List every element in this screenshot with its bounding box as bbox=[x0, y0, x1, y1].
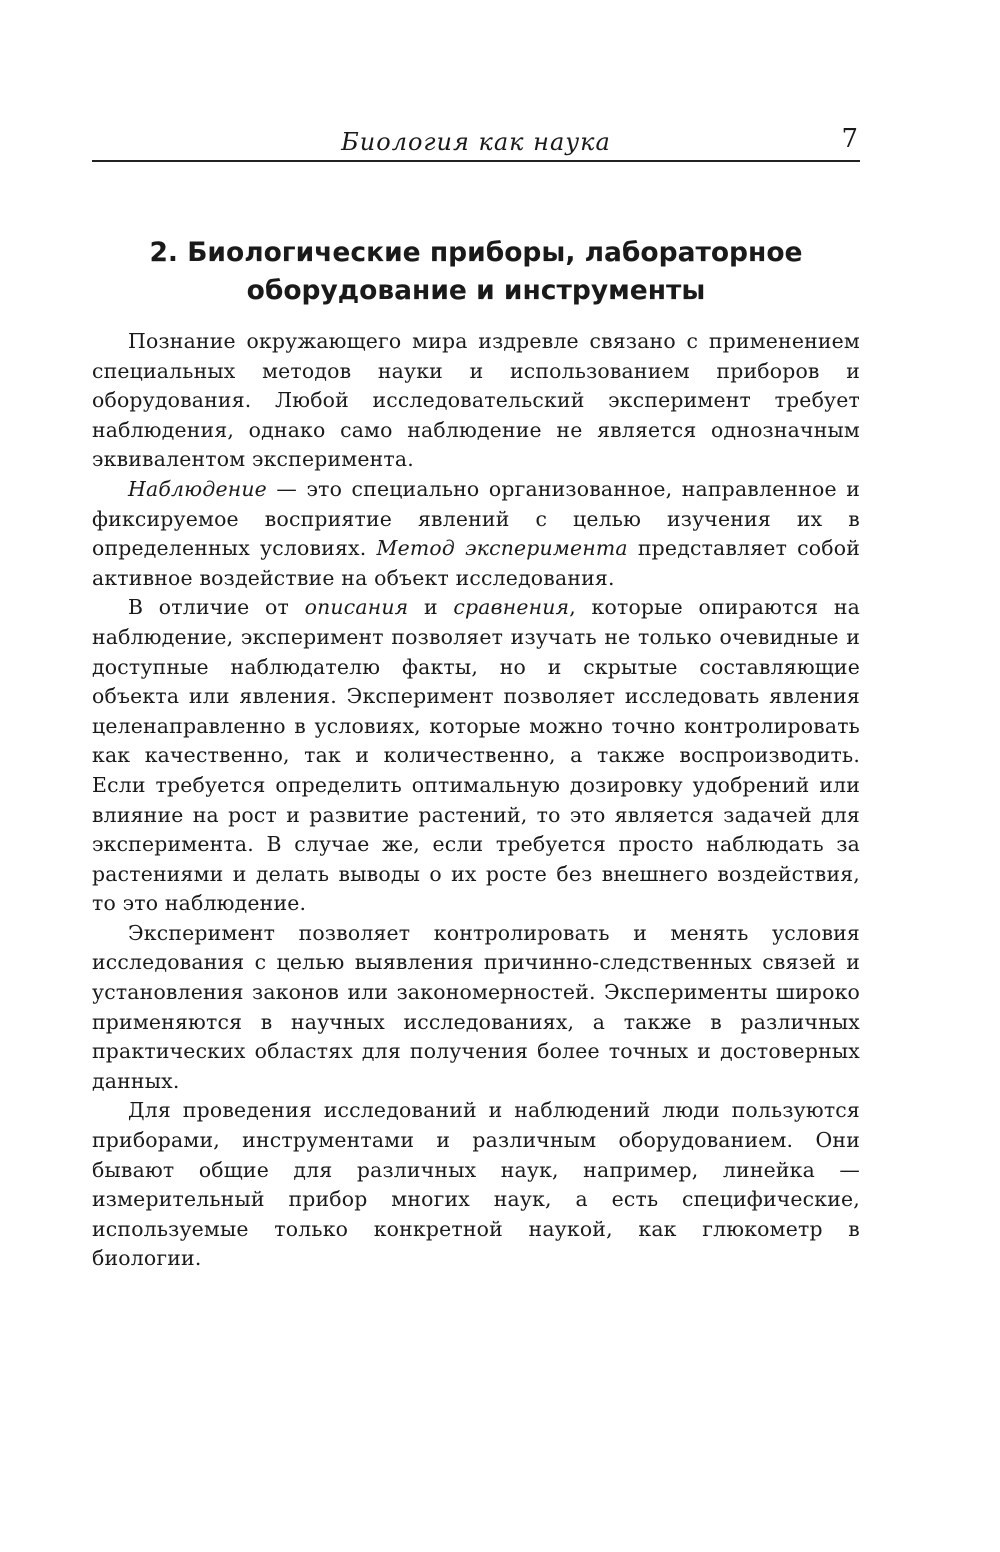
paragraph-1 bbox=[92, 327, 860, 475]
term-comparison: сравнения bbox=[453, 595, 570, 620]
paragraph-text: Эксперимент позволяет контролировать и менять условия исследования с целью выявления причинно-следственных связей и установления законов или закономерностей. Эксперименты широко применяются в научных исследованиях, а также в различных практических областях для получения более точных и достоверных данных. bbox=[92, 920, 860, 1093]
paragraph-text: Познание окружающего мира издревле связано с применением специальных методов науки и использованием приборов и оборудования. Любой исследовательский эксперимент требует наблюдения, однако само наблюдение не является однозначным эквивалентом эксперимента. bbox=[92, 329, 860, 472]
chapter-title-line-1: 2. Биологические приборы, лабораторное bbox=[149, 237, 803, 268]
paragraph-text: и bbox=[408, 595, 454, 620]
term-observation: Наблюдение bbox=[128, 476, 267, 501]
paragraph-3 bbox=[92, 593, 860, 919]
paragraph-2 bbox=[92, 475, 860, 593]
body-text bbox=[92, 327, 860, 1274]
chapter-title-line-2: оборудование и инструменты bbox=[246, 275, 706, 306]
running-header bbox=[92, 124, 860, 162]
term-description: описания bbox=[304, 595, 409, 620]
paragraph-5 bbox=[92, 1096, 860, 1274]
paragraph-text: — это специально организованное, направленное и фиксируемое восприятие явлений с целью изучения их в определенных условиях. bbox=[92, 476, 860, 561]
running-title: Биология как наука bbox=[341, 128, 611, 156]
paragraph-text: , которые опираются на наблюдение, эксперимент позволяет изучать не только очевидные и доступные наблюдателю факты, но и скрытые составляющие объекта или явления. Эксперимент позволяет исследовать явления целенаправленно в условиях, которые можно точно контролировать как качественно, так и количественно, а также воспроизводить. Если требуется определить оптимальную дозировку удобрений или влияние на рост и развитие растений, то это является задачей для эксперимента. В случае же, если требуется просто наблюдать за растениями и делать выводы о их росте без внешнего воздействия, то это наблюдение. bbox=[92, 595, 861, 916]
paragraph-text: представляет собой активное воздействие на объект исследования. bbox=[92, 536, 860, 590]
page-number: 7 bbox=[841, 124, 858, 154]
paragraph-text: В отличие от bbox=[128, 595, 305, 620]
chapter-title bbox=[92, 234, 860, 310]
paragraph-text: Для проведения исследований и наблюдений люди пользуются приборами, инструментами и различным оборудованием. Они бывают общие для различных наук, например, линейка — измерительный прибор многих наук, а есть специфические, используемые только конкретной наукой, как глюкометр в биологии. bbox=[92, 1098, 860, 1271]
term-experiment-method: Метод эксперимента bbox=[376, 536, 628, 561]
paragraph-4 bbox=[92, 919, 860, 1097]
